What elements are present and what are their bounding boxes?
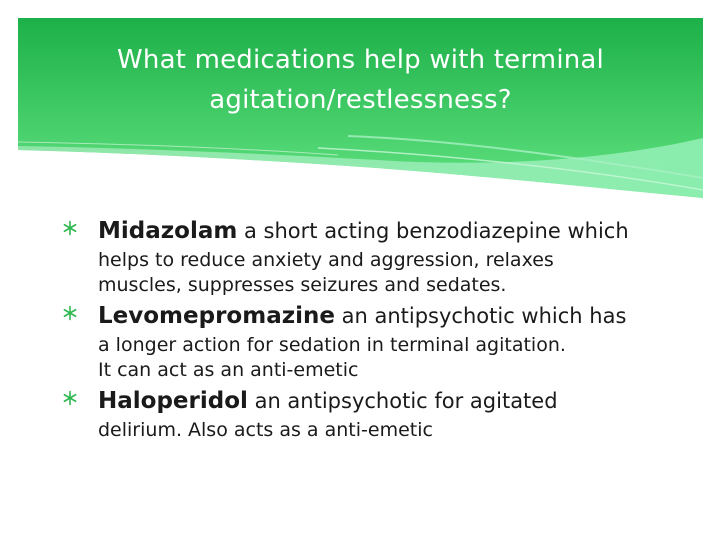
- title-line-2: agitation/restlessness?: [209, 85, 512, 115]
- title-line-1: What medications help with terminal: [117, 45, 604, 75]
- drug-name: Midazolam: [98, 218, 238, 244]
- bullet-first-line: [98, 299, 692, 333]
- bullet-continuation: helps to reduce anxiety and aggression, relaxes: [98, 249, 554, 271]
- slide-title: [18, 40, 703, 120]
- drug-name: Haloperidol: [98, 388, 248, 414]
- bullet-continuation: delirium. Also acts as a anti-emetic: [98, 419, 433, 441]
- bullet-description: an antipsychotic which has: [334, 304, 627, 328]
- list-item: [52, 384, 692, 443]
- bullet-first-line: [98, 384, 692, 418]
- asterisk-bullet-icon: [62, 220, 78, 236]
- list-item: [52, 214, 692, 298]
- bullet-description: an antipsychotic for agitated: [247, 389, 558, 413]
- bullet-list: [52, 214, 692, 443]
- bullet-continuation: It can act as an anti-emetic: [98, 359, 359, 381]
- asterisk-bullet-icon: [62, 390, 78, 406]
- bullet-first-line: [98, 214, 692, 248]
- bullet-continuation: a longer action for sedation in terminal agitation.: [98, 334, 566, 356]
- title-banner: [18, 18, 703, 198]
- asterisk-bullet-icon: [62, 305, 78, 321]
- bullet-description: a short acting benzodiazepine which: [237, 219, 629, 243]
- bullet-continuation: muscles, suppresses seizures and sedates.: [98, 274, 507, 296]
- list-item: [52, 299, 692, 383]
- drug-name: Levomepromazine: [98, 303, 335, 329]
